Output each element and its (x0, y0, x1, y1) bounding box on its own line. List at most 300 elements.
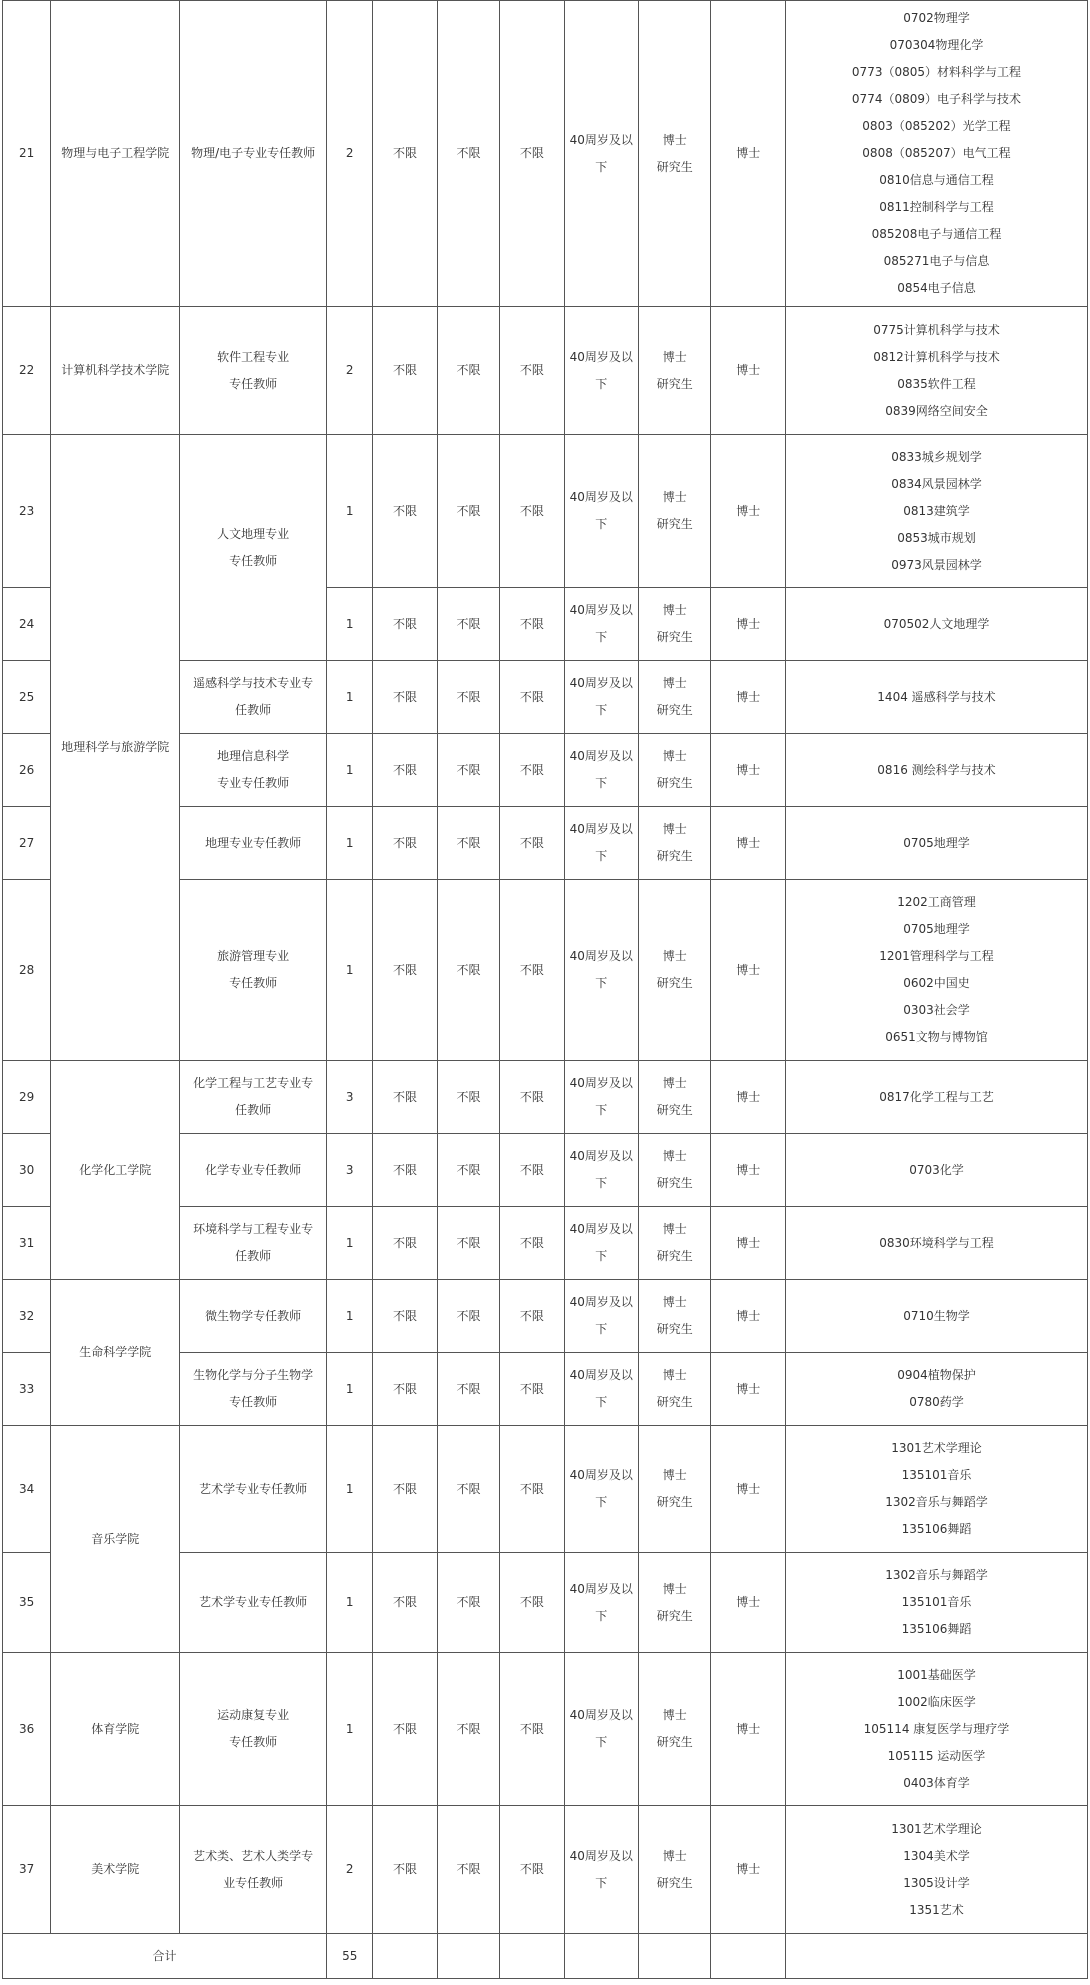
education (639, 1653, 711, 1806)
hire-count: 1 (327, 1353, 373, 1426)
age-limit-line: 40周岁及以 (569, 1149, 633, 1163)
major-list-line: 0810信息与通信工程 (879, 173, 994, 187)
age-limit (564, 1207, 638, 1280)
hire-count: 3 (327, 1134, 373, 1207)
post-name-line: 地理专业专任教师 (205, 835, 302, 850)
major-list-line: 0830环境科学与工程 (879, 1235, 994, 1250)
empty-cell (500, 1934, 564, 1979)
major-list-line: 135106舞蹈 (901, 1522, 972, 1536)
requirement-2: 不限 (437, 435, 499, 588)
post-name (180, 880, 327, 1061)
college-name: 地理科学与旅游学院 (51, 435, 180, 1061)
age-limit-line: 40周岁及以 (569, 490, 633, 504)
education (639, 1207, 711, 1280)
major-list-line: 0808（085207）电气工程 (862, 146, 1011, 160)
major-list (785, 307, 1087, 435)
major-list-line: 0705地理学 (903, 922, 970, 936)
education-line: 博士 (662, 1368, 687, 1382)
post-name-line: 艺术学专业专任教师 (199, 1595, 308, 1609)
row-number: 31 (3, 1207, 51, 1280)
post-name-line: 专任教师 (229, 376, 278, 391)
post-name-line: 物理/电子专业专任教师 (191, 146, 316, 160)
education-line: 研究生 (656, 1322, 693, 1336)
row-number: 33 (3, 1353, 51, 1426)
education (639, 807, 711, 880)
table-row (3, 1806, 1088, 1934)
education (639, 1, 711, 307)
college-name: 音乐学院 (51, 1426, 180, 1653)
degree: 博士 (711, 1653, 785, 1806)
hire-count: 3 (327, 1061, 373, 1134)
row-number: 27 (3, 807, 51, 880)
education (639, 880, 711, 1061)
requirement-3: 不限 (500, 307, 564, 435)
post-name-line: 专业专任教师 (217, 776, 290, 790)
post-name (180, 1553, 327, 1653)
education (639, 1061, 711, 1134)
post-name-line: 专任教师 (229, 553, 278, 568)
hire-count: 1 (327, 435, 373, 588)
row-number: 37 (3, 1806, 51, 1934)
major-list (785, 1653, 1087, 1806)
degree: 博士 (711, 1134, 785, 1207)
age-limit-line: 下 (595, 1495, 608, 1509)
education (639, 1806, 711, 1934)
requirement-1: 不限 (373, 1553, 437, 1653)
post-name-line: 软件工程专业 (217, 349, 290, 364)
requirement-2: 不限 (437, 1806, 499, 1934)
row-number: 34 (3, 1426, 51, 1553)
requirement-3: 不限 (500, 661, 564, 734)
degree: 博士 (711, 1207, 785, 1280)
post-name (180, 1207, 327, 1280)
major-list (785, 1134, 1087, 1207)
age-limit-line: 40周岁及以 (569, 822, 633, 836)
age-limit (564, 1, 638, 307)
major-list-line: 0835软件工程 (897, 376, 976, 391)
requirement-1: 不限 (373, 734, 437, 807)
major-list-line: 0773（0805）材料科学与工程 (851, 65, 1022, 79)
post-name (180, 734, 327, 807)
major-list-line: 0775计算机科学与技术 (873, 322, 1000, 337)
table-row (3, 307, 1088, 435)
age-limit-line: 下 (595, 159, 608, 174)
age-limit-line: 下 (595, 1735, 608, 1749)
major-list-line: 1201管理科学与工程 (879, 949, 994, 963)
age-limit (564, 435, 638, 588)
requirement-1: 不限 (373, 1653, 437, 1806)
post-name-line: 专任教师 (229, 1395, 278, 1409)
major-list-line: 070502人文地理学 (883, 616, 990, 631)
education-line: 博士 (662, 490, 687, 504)
empty-cell (373, 1934, 437, 1979)
age-limit (564, 661, 638, 734)
table-row (3, 1061, 1088, 1134)
major-list-line: 1001基础医学 (897, 1667, 976, 1682)
post-name-line: 任教师 (235, 1249, 272, 1263)
education-line: 研究生 (656, 517, 693, 531)
post-name-line: 微生物学专任教师 (205, 1308, 302, 1323)
requirement-1: 不限 (373, 880, 437, 1061)
education-line: 博士 (662, 1468, 687, 1482)
hire-count: 1 (327, 1280, 373, 1353)
post-name (180, 307, 327, 435)
requirement-2: 不限 (437, 1280, 499, 1353)
age-limit-line: 40周岁及以 (569, 1295, 633, 1309)
education-line: 研究生 (656, 1608, 693, 1623)
requirement-3: 不限 (500, 1134, 564, 1207)
hire-count: 1 (327, 1207, 373, 1280)
education-line: 博士 (662, 1581, 687, 1596)
major-list-line: 105114 康复医学与理疗学 (863, 1721, 1010, 1736)
major-list-line: 0803（085202）光学工程 (862, 119, 1011, 133)
age-limit-line: 下 (595, 703, 608, 717)
major-list-line: 0774（0809）电子科学与技术 (851, 92, 1022, 106)
college-name: 物理与电子工程学院 (51, 1, 180, 307)
requirement-3: 不限 (500, 1806, 564, 1934)
major-list (785, 880, 1087, 1061)
post-name (180, 435, 327, 661)
empty-cell (785, 1934, 1087, 1979)
degree: 博士 (711, 307, 785, 435)
post-name-line: 任教师 (235, 703, 272, 717)
hire-count: 2 (327, 1, 373, 307)
requirement-2: 不限 (437, 1353, 499, 1426)
post-name-line: 艺术学专业专任教师 (199, 1481, 308, 1496)
education-line: 博士 (662, 1848, 687, 1863)
education-line: 博士 (662, 349, 687, 364)
major-list (785, 1207, 1087, 1280)
major-list-line: 0702物理学 (903, 11, 970, 25)
table-row (3, 435, 1088, 588)
education-line: 研究生 (656, 1395, 693, 1409)
age-limit-line: 40周岁及以 (569, 132, 633, 147)
row-number: 21 (3, 1, 51, 307)
requirement-1: 不限 (373, 1207, 437, 1280)
hire-count: 2 (327, 307, 373, 435)
age-limit-line: 40周岁及以 (569, 749, 633, 763)
degree: 博士 (711, 1353, 785, 1426)
requirement-2: 不限 (437, 1061, 499, 1134)
requirement-3: 不限 (500, 435, 564, 588)
major-list (785, 435, 1087, 588)
education-line: 研究生 (656, 1176, 693, 1190)
education (639, 734, 711, 807)
post-name (180, 1134, 327, 1207)
post-name-line: 运动康复专业 (217, 1708, 290, 1722)
age-limit (564, 1061, 638, 1134)
requirement-3: 不限 (500, 588, 564, 661)
education-line: 博士 (662, 1222, 687, 1236)
degree: 博士 (711, 588, 785, 661)
post-name-line: 艺术类、艺术人类学专 (193, 1848, 314, 1863)
degree: 博士 (711, 1426, 785, 1553)
age-limit (564, 1553, 638, 1653)
hire-count: 1 (327, 1426, 373, 1553)
requirement-2: 不限 (437, 734, 499, 807)
major-list-line: 1404 遥感科学与技术 (877, 689, 996, 704)
requirement-3: 不限 (500, 1207, 564, 1280)
major-list (785, 1353, 1087, 1426)
age-limit (564, 880, 638, 1061)
requirement-3: 不限 (500, 1353, 564, 1426)
requirement-1: 不限 (373, 1806, 437, 1934)
post-name-line: 业专任教师 (223, 1875, 284, 1890)
requirement-1: 不限 (373, 435, 437, 588)
empty-cell (437, 1934, 499, 1979)
empty-cell (639, 1934, 711, 1979)
requirement-2: 不限 (437, 588, 499, 661)
age-limit-line: 40周岁及以 (569, 949, 633, 963)
education-line: 研究生 (656, 849, 693, 863)
requirement-2: 不限 (437, 807, 499, 880)
major-list (785, 1553, 1087, 1653)
requirement-2: 不限 (437, 1, 499, 307)
college-name: 体育学院 (51, 1653, 180, 1806)
education-line: 博士 (662, 132, 687, 147)
education (639, 1553, 711, 1653)
major-list-line: 0303社会学 (903, 1003, 970, 1017)
major-list-line: 0705地理学 (903, 835, 970, 850)
requirement-1: 不限 (373, 588, 437, 661)
major-list-line: 0834风景园林学 (891, 476, 982, 491)
age-limit-line: 下 (595, 849, 608, 863)
empty-cell (564, 1934, 638, 1979)
education (639, 1280, 711, 1353)
education-line: 研究生 (656, 976, 693, 990)
age-limit (564, 734, 638, 807)
major-list (785, 1806, 1087, 1934)
major-list-line: 1305设计学 (903, 1875, 970, 1890)
major-list-line: 1304美术学 (903, 1848, 970, 1863)
major-list-line: 0973风景园林学 (891, 557, 982, 572)
age-limit (564, 1653, 638, 1806)
education (639, 435, 711, 588)
age-limit-line: 下 (595, 1103, 608, 1117)
major-list-line: 0651文物与博物馆 (885, 1030, 988, 1044)
education (639, 588, 711, 661)
post-name (180, 1426, 327, 1553)
requirement-3: 不限 (500, 1553, 564, 1653)
age-limit-line: 下 (595, 1322, 608, 1336)
major-list (785, 807, 1087, 880)
major-list-line: 0816 测绘科学与技术 (877, 762, 996, 777)
requirement-1: 不限 (373, 1061, 437, 1134)
major-list-line: 0812计算机科学与技术 (873, 349, 1000, 364)
major-list-line: 1002临床医学 (897, 1694, 976, 1709)
major-list (785, 1, 1087, 307)
major-list-line: 0813建筑学 (903, 503, 970, 518)
requirement-3: 不限 (500, 880, 564, 1061)
row-number: 29 (3, 1061, 51, 1134)
major-list-line: 0904植物保护 (897, 1368, 976, 1382)
major-list-line: 1301艺术学理论 (891, 1441, 982, 1455)
hire-count: 1 (327, 734, 373, 807)
age-limit-line: 40周岁及以 (569, 603, 633, 617)
major-list-line: 1302音乐与舞蹈学 (885, 1568, 988, 1582)
major-list-line: 0839网络空间安全 (885, 403, 988, 418)
education-line: 研究生 (656, 1875, 693, 1890)
major-list-line: 085271电子与信息 (883, 254, 990, 268)
row-number: 23 (3, 435, 51, 588)
table-body (3, 1, 1088, 1979)
requirement-2: 不限 (437, 1553, 499, 1653)
hire-count: 1 (327, 588, 373, 661)
age-limit-line: 下 (595, 517, 608, 531)
age-limit-line: 40周岁及以 (569, 1368, 633, 1382)
age-limit-line: 40周岁及以 (569, 1468, 633, 1482)
education-line: 博士 (662, 1295, 687, 1309)
requirement-2: 不限 (437, 307, 499, 435)
hire-count: 1 (327, 807, 373, 880)
requirement-2: 不限 (437, 1134, 499, 1207)
age-limit-line: 下 (595, 1608, 608, 1623)
hire-count: 1 (327, 880, 373, 1061)
row-number: 22 (3, 307, 51, 435)
row-number: 35 (3, 1553, 51, 1653)
post-name (180, 1806, 327, 1934)
college-name: 生命科学学院 (51, 1280, 180, 1426)
degree: 博士 (711, 1553, 785, 1653)
education-line: 博士 (662, 949, 687, 963)
major-list (785, 1280, 1087, 1353)
age-limit (564, 307, 638, 435)
requirement-2: 不限 (437, 1207, 499, 1280)
major-list-line: 0854电子信息 (897, 281, 976, 295)
age-limit-line: 下 (595, 976, 608, 990)
education-line: 博士 (662, 1076, 687, 1090)
requirement-1: 不限 (373, 307, 437, 435)
post-name-line: 旅游管理专业 (217, 949, 290, 963)
requirement-2: 不限 (437, 661, 499, 734)
total-count: 55 (327, 1934, 373, 1979)
post-name (180, 1061, 327, 1134)
post-name (180, 807, 327, 880)
education-line: 博士 (662, 603, 687, 617)
age-limit (564, 1806, 638, 1934)
major-list-line: 135101音乐 (901, 1595, 972, 1609)
hire-count: 1 (327, 1653, 373, 1806)
age-limit (564, 1280, 638, 1353)
education (639, 1353, 711, 1426)
major-list-line: 135106舞蹈 (901, 1622, 972, 1636)
post-name (180, 1653, 327, 1806)
requirement-1: 不限 (373, 807, 437, 880)
education-line: 研究生 (656, 1249, 693, 1263)
row-number: 25 (3, 661, 51, 734)
post-name-line: 环境科学与工程专业专 (193, 1222, 314, 1236)
education-line: 博士 (662, 749, 687, 763)
age-limit (564, 1353, 638, 1426)
post-name (180, 1280, 327, 1353)
major-list-line: 070304物理化学 (889, 38, 984, 52)
major-list (785, 661, 1087, 734)
table-row (3, 1653, 1088, 1806)
requirement-3: 不限 (500, 1, 564, 307)
degree: 博士 (711, 1806, 785, 1934)
hire-count: 1 (327, 661, 373, 734)
age-limit-line: 下 (595, 1395, 608, 1409)
degree: 博士 (711, 880, 785, 1061)
hire-count: 1 (327, 1553, 373, 1653)
row-number: 26 (3, 734, 51, 807)
post-name-line: 化学工程与工艺专业专 (193, 1076, 314, 1090)
college-name: 化学化工学院 (51, 1061, 180, 1280)
row-number: 28 (3, 880, 51, 1061)
post-name-line: 地理信息科学 (217, 749, 290, 763)
education-line: 博士 (662, 822, 687, 836)
age-limit-line: 下 (595, 630, 608, 644)
hire-count: 2 (327, 1806, 373, 1934)
post-name-line: 生物化学与分子生物学 (193, 1368, 314, 1382)
education-line: 研究生 (656, 376, 693, 391)
total-label: 合计 (3, 1934, 327, 1979)
age-limit-line: 40周岁及以 (569, 1581, 633, 1596)
table-row (3, 1426, 1088, 1553)
requirement-2: 不限 (437, 1653, 499, 1806)
college-name: 计算机科学技术学院 (51, 307, 180, 435)
degree: 博士 (711, 807, 785, 880)
requirement-3: 不限 (500, 1280, 564, 1353)
requirement-2: 不限 (437, 880, 499, 1061)
post-name-line: 任教师 (235, 1103, 272, 1117)
post-name (180, 661, 327, 734)
post-name-line: 化学专业专任教师 (205, 1162, 302, 1177)
requirement-1: 不限 (373, 1426, 437, 1553)
major-list-line: 085208电子与通信工程 (871, 227, 1002, 241)
requirement-3: 不限 (500, 807, 564, 880)
major-list-line: 1202工商管理 (897, 895, 976, 909)
major-list-line: 0703化学 (909, 1162, 964, 1177)
education-line: 博士 (662, 676, 687, 690)
education-line: 研究生 (656, 1495, 693, 1509)
age-limit-line: 下 (595, 1249, 608, 1263)
age-limit (564, 1426, 638, 1553)
degree: 博士 (711, 734, 785, 807)
major-list-line: 0403体育学 (903, 1775, 970, 1790)
education-line: 研究生 (656, 159, 693, 174)
empty-cell (711, 1934, 785, 1979)
major-list-line: 105115 运动医学 (887, 1748, 986, 1763)
requirement-1: 不限 (373, 661, 437, 734)
major-list-line: 0780药学 (909, 1395, 964, 1409)
age-limit-line: 40周岁及以 (569, 1708, 633, 1722)
requirement-1: 不限 (373, 1280, 437, 1353)
major-list (785, 588, 1087, 661)
degree: 博士 (711, 1061, 785, 1134)
age-limit-line: 40周岁及以 (569, 349, 633, 364)
age-limit-line: 下 (595, 1875, 608, 1890)
major-list-line: 0811控制科学与工程 (879, 200, 994, 214)
requirement-3: 不限 (500, 1426, 564, 1553)
table-row (3, 1, 1088, 307)
requirement-3: 不限 (500, 734, 564, 807)
age-limit (564, 807, 638, 880)
age-limit-line: 40周岁及以 (569, 1848, 633, 1863)
education-line: 研究生 (656, 703, 693, 717)
row-number: 24 (3, 588, 51, 661)
major-list-line: 0853城市规划 (897, 530, 976, 545)
education-line: 研究生 (656, 1735, 693, 1749)
requirement-3: 不限 (500, 1653, 564, 1806)
degree: 博士 (711, 1280, 785, 1353)
education (639, 1426, 711, 1553)
age-limit-line: 40周岁及以 (569, 1222, 633, 1236)
major-list (785, 1061, 1087, 1134)
row-number: 36 (3, 1653, 51, 1806)
requirement-2: 不限 (437, 1426, 499, 1553)
major-list-line: 1351艺术 (909, 1902, 964, 1917)
